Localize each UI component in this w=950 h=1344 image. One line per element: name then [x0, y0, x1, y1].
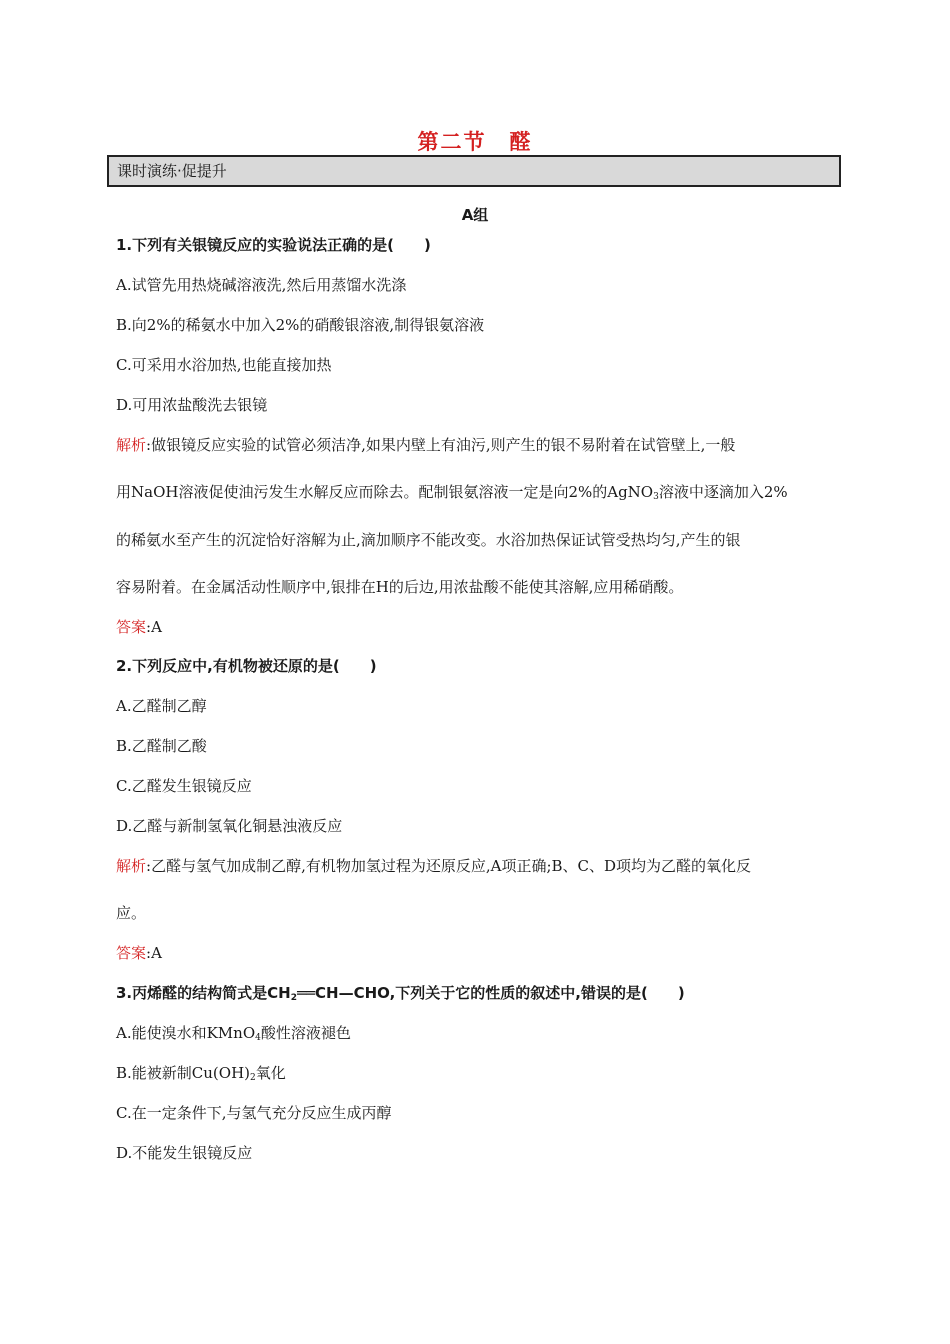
explanation-label: 解析	[116, 857, 147, 875]
question-2-option-a: A.乙醛制乙醇	[116, 697, 207, 715]
explanation-label: 解析	[116, 436, 147, 454]
question-2-option-c: C.乙醛发生银镜反应	[116, 777, 252, 795]
answer-label: 答案	[116, 944, 147, 962]
question-1-explanation-line-2: 用NaOH溶液促使油污发生水解反应而除去。配制银氨溶液一定是向2%的AgNO$_3$溶液中逐滴加入2%	[116, 483, 788, 502]
question-1-explanation-line-3: 的稀氨水至产生的沉淀恰好溶解为止,滴加顺序不能改变。水浴加热保证试管受热均匀,产生的银	[116, 531, 741, 549]
question-2-explanation-line-2: 应。	[116, 904, 147, 922]
question-1-option-a: A.试管先用热烧碱溶液洗,然后用蒸馏水洗涤	[116, 276, 407, 294]
question-3-option-b: B.能被新制$Cu(OH)_2$氧化	[116, 1064, 286, 1083]
question-1-stem: 1.下列有关银镜反应的实验说法正确的是( )	[116, 236, 431, 254]
page-title: 第二节 醛	[417, 130, 533, 154]
question-2-explanation-line-1: 解析:乙醛与氢气加成制乙醇,有机物加氢过程为还原反应,A项正确;B、C、D项均为乙醛的氧化反	[116, 857, 752, 875]
question-2-answer: 答案:A	[116, 944, 162, 962]
question-1-explanation-line-1: 解析:做银镜反应实验的试管必须洁净,如果内壁上有油污,则产生的银不易附着在试管壁上,一般	[116, 436, 736, 454]
question-3-option-c: C.在一定条件下,与氢气充分反应生成丙醇	[116, 1104, 392, 1122]
question-1-option-c: C.可采用水浴加热,也能直接加热	[116, 356, 332, 374]
question-1-answer: 答案:A	[116, 618, 162, 636]
question-1-explanation-line-4: 容易附着。在金属活动性顺序中,银排在H的后边,用浓盐酸不能使其溶解,应用稀硝酸。	[116, 578, 684, 596]
question-1-option-b: B.向2%的稀氨水中加入2%的硝酸银溶液,制得银氨溶液	[116, 316, 485, 334]
group-heading: A组	[461, 206, 489, 224]
answer-label: 答案	[116, 618, 147, 636]
question-1-option-d: D.可用浓盐酸洗去银镜	[116, 396, 268, 414]
question-2-option-b: B.乙醛制乙酸	[116, 737, 207, 755]
question-2-option-d: D.乙醛与新制氢氧化铜悬浊液反应	[116, 817, 343, 835]
question-3-option-d: D.不能发生银镜反应	[116, 1144, 253, 1162]
question-3-stem: 3.丙烯醛的结构简式是$CH_2══CH—CHO$,下列关于它的性质的叙述中,错误的是( )	[116, 984, 685, 1003]
section-banner: 课时演练·促提升	[107, 155, 841, 187]
question-2-stem: 2.下列反应中,有机物被还原的是( )	[116, 657, 377, 675]
question-3-option-a: A.能使溴水和KMnO$_4$酸性溶液褪色	[116, 1024, 351, 1043]
